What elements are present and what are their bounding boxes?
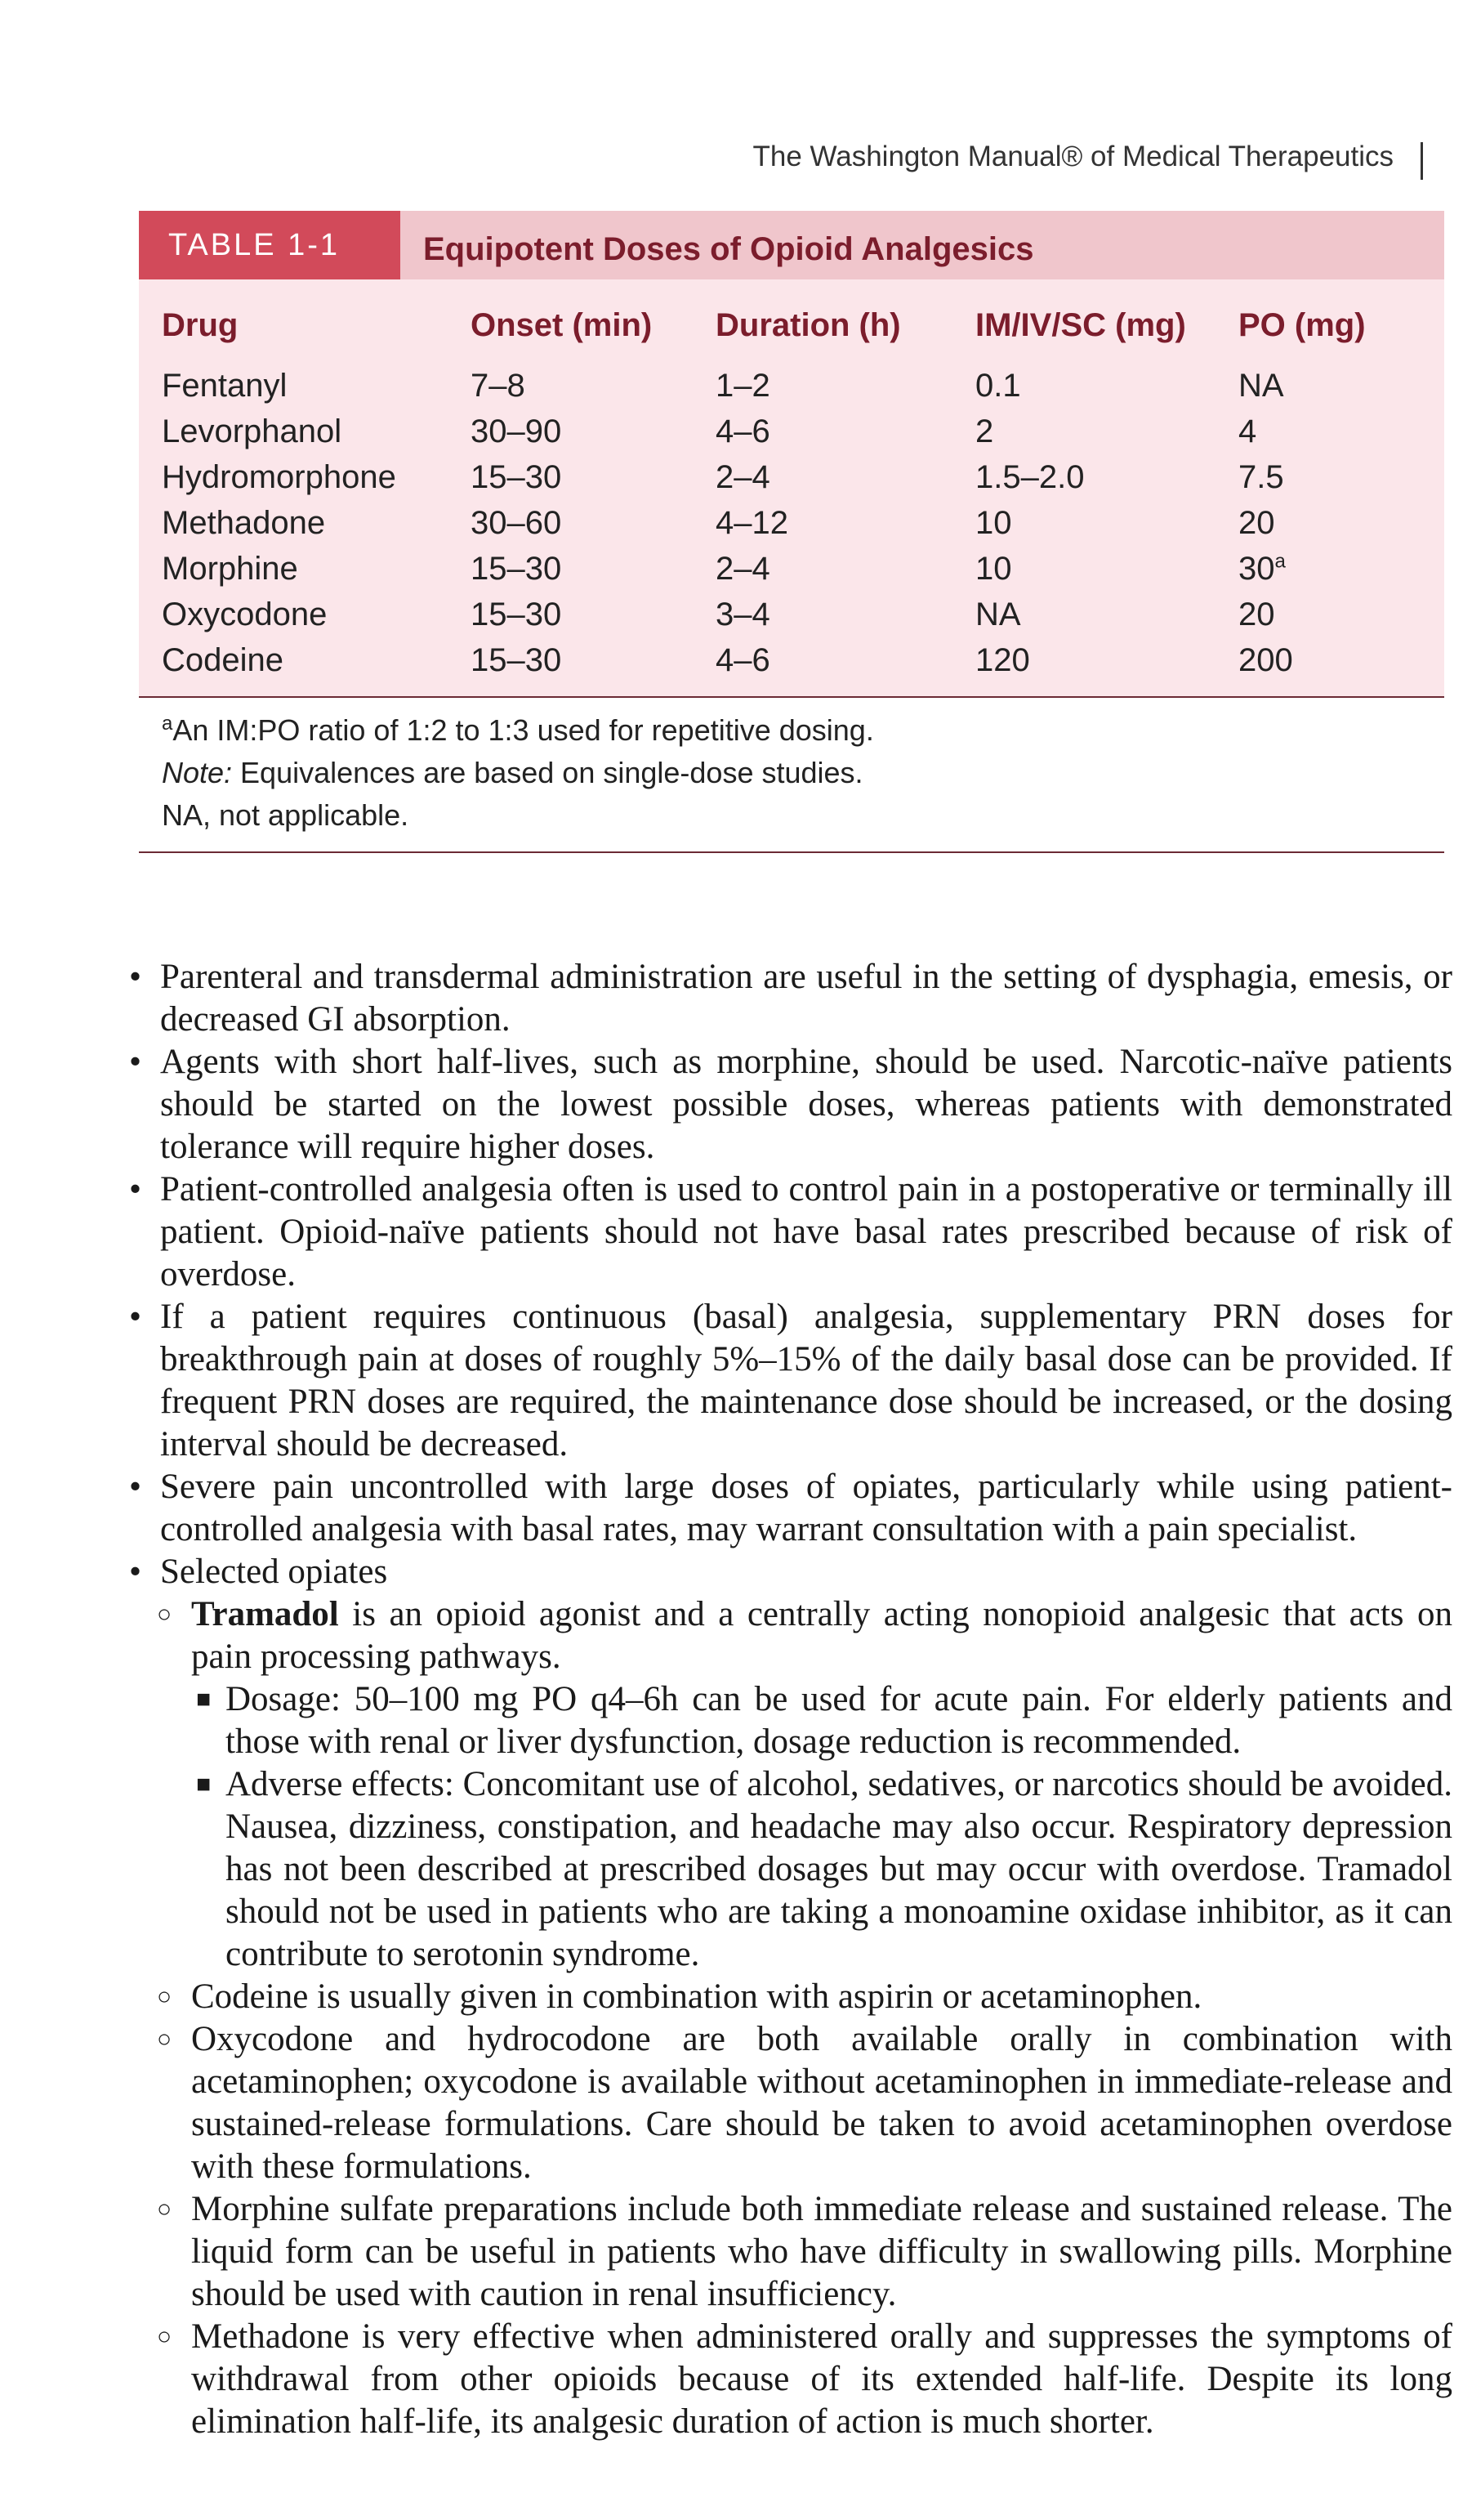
cell-parenteral: 120 (975, 642, 1030, 678)
cell-po: 7.5 (1238, 459, 1284, 495)
cell-onset: 15–30 (471, 642, 562, 678)
list-item (123, 1296, 1452, 1466)
cell-onset: 15–30 (471, 551, 562, 587)
opioid-table-block (139, 211, 1444, 853)
sub-item-tramadol (157, 1593, 1452, 1678)
sub-item-codeine (157, 1976, 1452, 2018)
cell-duration: 2–4 (716, 459, 770, 495)
column-header-drug: Drug (162, 307, 239, 343)
cell-duration: 2–4 (716, 551, 770, 587)
cell-duration: 4–12 (716, 505, 788, 541)
sub-sub-item-text: Adverse effects: Concomitant use of alcohol, sedatives, or narcotics should be avoided. Nausea, dizziness, constipation, and headache may also occur. Respiratory depression has not been described at prescribed dosages but may occur with overdose. Tramadol should not be used in patients who are taking a monoamine oxidase inhibitor, as it can contribute to serotonin syndrome. (225, 1765, 1452, 1973)
square-bullet-icon: ■ (196, 1686, 212, 1713)
list-item (123, 956, 1452, 1041)
list-item (123, 1551, 1452, 1593)
cell-drug: Methadone (162, 505, 326, 541)
sub-item-oxycodone (157, 2018, 1452, 2188)
table-row (139, 500, 1444, 546)
cell-duration: 4–6 (716, 642, 770, 678)
table-row (139, 363, 1444, 409)
list-item-text: Severe pain uncontrolled with large doses of opiates, particularly while using patient-controlled analgesia with basal rates, may warrant consultation with a pain specialist. (160, 1468, 1452, 1548)
cell-po-value: 30 (1238, 551, 1275, 587)
page-header (0, 141, 1472, 181)
footnote-marker: a (1274, 550, 1286, 573)
cell-drug: Oxycodone (162, 596, 328, 632)
bullet-icon: • (129, 1043, 142, 1081)
table-title: Equipotent Doses of Opioid Analgesics (423, 231, 1034, 267)
circle-bullet-icon: ○ (157, 2196, 172, 2223)
list-item-text: If a patient requires continuous (basal) analgesia, supplementary PRN doses for breakthrough pain at doses of roughly 5%–15% of the daily basal dose can be provided. If frequent PRN doses are required, the maintenance dose should be increased, or the dosing interval should be decreased. (160, 1298, 1452, 1463)
table-row (139, 546, 1444, 592)
cell-po: 20 (1238, 596, 1275, 632)
column-header-parenteral: IM/IV/SC (mg) (975, 307, 1186, 343)
sub-sub-item-adverse (191, 1763, 1452, 1976)
list-item-text: Patient-controlled analgesia often is used to control pain in a postoperative or terminally ill patient. Opioid-naïve patients should not have basal rates prescribed because of risk of overdose. (160, 1170, 1452, 1294)
bullet-icon: • (129, 1170, 142, 1209)
cell-onset: 15–30 (471, 596, 562, 632)
sub-sub-item-dosage (191, 1678, 1452, 1763)
list-item-text: Selected opiates (160, 1553, 388, 1591)
table-row (139, 592, 1444, 637)
sub-item-morphine (157, 2188, 1452, 2316)
cell-parenteral: 10 (975, 551, 1012, 587)
cell-parenteral: 2 (975, 413, 994, 449)
cell-po: NA (1238, 368, 1284, 404)
bullet-list (123, 956, 1452, 1593)
cell-po: 20 (1238, 505, 1275, 541)
circle-bullet-icon: ○ (157, 1601, 172, 1628)
opioid-dose-table (139, 306, 1444, 683)
body-text (123, 956, 1452, 2443)
sub-item-text: Morphine sulfate preparations include both immediate release and sustained release. The liquid form can be useful in patients who have difficulty in swallowing pills. Morphine should be used with caution in renal insufficiency. (191, 2190, 1452, 2313)
cell-po: 200 (1238, 642, 1293, 678)
cell-parenteral: 10 (975, 505, 1012, 541)
square-bullet-icon: ■ (196, 1771, 212, 1798)
table-footnotes (139, 698, 1444, 853)
footnote-a (162, 709, 1444, 752)
sub-item-text: is an opioid agonist and a centrally acting nonopioid analgesic that acts on pain processing pathways. (191, 1595, 1452, 1676)
cell-parenteral: 1.5–2.0 (975, 459, 1085, 495)
sub-item-text: Methadone is very effective when administered orally and suppresses the symptoms of withdrawal from other opioids because of its extended half-life. Despite its long elimination half-life, its analgesic duration of action is much shorter. (191, 2317, 1452, 2441)
sub-item-text: Codeine is usually given in combination with aspirin or acetaminophen. (191, 1977, 1202, 2016)
table-row (139, 454, 1444, 500)
table-row (139, 409, 1444, 454)
footnote-a-text: An IM:PO ratio of 1:2 to 1:3 used for repetitive dosing. (172, 713, 874, 747)
bullet-icon: • (129, 1298, 142, 1336)
table-body (139, 279, 1444, 698)
header-rule (1421, 142, 1423, 180)
cell-po (1238, 546, 1444, 592)
column-header-onset: Onset (min) (471, 307, 653, 343)
drug-name: Tramadol (191, 1595, 339, 1633)
list-item-text: Parenteral and transdermal administration are useful in the setting of dysphagia, emesis, or decreased GI absorption. (160, 958, 1452, 1039)
bullet-icon: • (129, 958, 142, 996)
cell-po: 4 (1238, 413, 1257, 449)
column-header-po: PO (mg) (1238, 307, 1366, 343)
cell-drug: Levorphanol (162, 413, 342, 449)
cell-drug: Codeine (162, 642, 284, 678)
cell-duration: 3–4 (716, 596, 770, 632)
sub-item-methadone (157, 2316, 1452, 2443)
table-row (139, 637, 1444, 683)
cell-parenteral: 0.1 (975, 368, 1021, 404)
column-header-duration: Duration (h) (716, 307, 901, 343)
cell-drug: Hydromorphone (162, 459, 396, 495)
list-item (123, 1466, 1452, 1551)
list-item (123, 1041, 1452, 1168)
table-title-bar (139, 211, 1444, 279)
table-number-tag: TABLE 1-1 (139, 211, 400, 279)
footnote-na: NA, not applicable. (162, 798, 409, 832)
bullet-icon: • (129, 1553, 142, 1591)
list-item (123, 1168, 1452, 1296)
cell-drug: Morphine (162, 551, 298, 587)
sub-sub-item-text: Dosage: 50–100 mg PO q4–6h can be used for acute pain. For elderly patients and those with renal or liver dysfunction, dosage reduction is recommended. (225, 1680, 1452, 1761)
note-text: Equivalences are based on single-dose studies. (232, 756, 863, 789)
circle-bullet-icon: ○ (157, 2323, 172, 2350)
running-head: The Washington Manual® of Medical Therapeutics (752, 141, 1394, 172)
note-label: Note: (162, 756, 233, 789)
table-header-row (139, 306, 1444, 363)
circle-bullet-icon: ○ (157, 2026, 172, 2053)
bullet-icon: • (129, 1468, 142, 1506)
cell-onset: 15–30 (471, 459, 562, 495)
cell-duration: 4–6 (716, 413, 770, 449)
cell-onset: 7–8 (471, 368, 525, 404)
cell-onset: 30–60 (471, 505, 562, 541)
circle-bullet-icon: ○ (157, 1983, 172, 2010)
list-item-text: Agents with short half-lives, such as morphine, should be used. Narcotic-naïve patients should be started on the lowest possible doses, whereas patients with demonstrated tolerance will require higher doses. (160, 1043, 1452, 1166)
footnote-a-marker: a (162, 713, 173, 735)
sub-item-text: Oxycodone and hydrocodone are both available orally in combination with acetaminophen; oxycodone is available without acetaminophen in immediate-release and sustained-release formulations. Care should be taken to avoid acetaminophen overdose with these formulations. (191, 2020, 1452, 2186)
cell-duration: 1–2 (716, 368, 770, 404)
cell-parenteral: NA (975, 596, 1021, 632)
cell-drug: Fentanyl (162, 368, 288, 404)
cell-onset: 30–90 (471, 413, 562, 449)
footnote-note (162, 752, 1444, 794)
